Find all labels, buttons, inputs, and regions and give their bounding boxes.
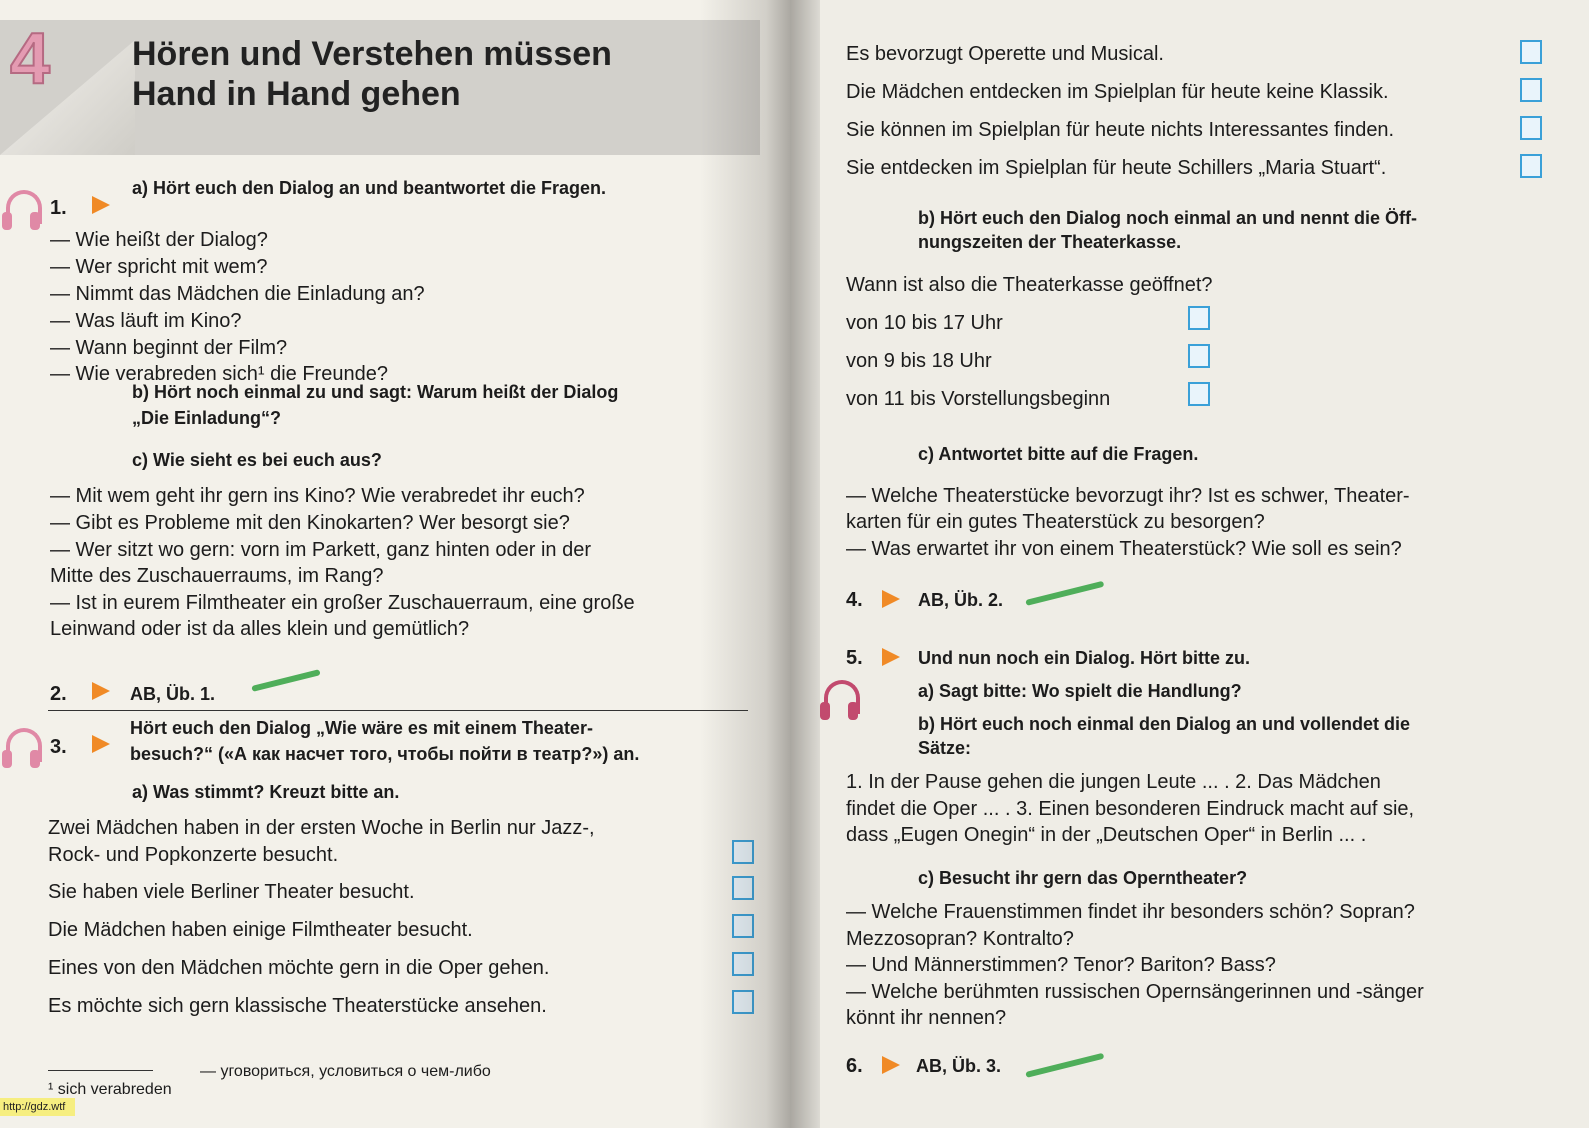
answer-checkbox[interactable]	[1188, 344, 1210, 368]
ex3-statement: Sie haben viele Berliner Theater besucht.	[48, 881, 415, 903]
ex3-instruction-line2: besuch?“ («А как насчет того, чтобы пойти в театр?») an.	[130, 744, 640, 764]
ex3-statement: Es möchte sich gern klassische Theaterstücke ansehen.	[48, 995, 547, 1017]
answer-checkbox[interactable]	[732, 840, 754, 864]
footnote-translation: — уговориться, условиться о чем-либо	[200, 1063, 491, 1080]
flag-icon	[92, 735, 110, 753]
ex1-question: — Wann beginnt der Film?	[50, 337, 288, 359]
left-page	[0, 0, 790, 1128]
ex3-statement: Es bevorzugt Operette und Musical.	[846, 43, 1164, 65]
answer-checkbox[interactable]	[1188, 306, 1210, 330]
exercise-3-number: 3.	[50, 736, 67, 758]
ex1-question: — Wie verabreden sich¹ die Freunde?	[50, 363, 388, 385]
flag-icon	[92, 196, 110, 214]
ex1-c-line: Mitte des Zuschauerraums, im Rang?	[50, 565, 384, 587]
ex5-c-line: — Welche berühmten russischen Opernsängerinnen und -sänger	[846, 981, 1424, 1003]
ex1-c-line: — Ist in eurem Filmtheater ein großer Zuschauerraum, eine große	[50, 592, 635, 614]
headphones-icon	[2, 728, 40, 772]
chapter-title-line1: Hören und Verstehen müssen	[132, 35, 612, 73]
flag-icon	[882, 648, 900, 666]
ex3-instruction-line1: Hört euch den Dialog „Wie wäre es mit einem Theater-	[130, 718, 593, 738]
flag-icon	[92, 682, 110, 700]
ex1-b-label-line2: „Die Einladung“?	[132, 408, 282, 428]
ex5-c-label: c) Besucht ihr gern das Operntheater?	[918, 868, 1248, 888]
ex3-c-line: karten für ein gutes Theaterstück zu besorgen?	[846, 511, 1265, 533]
ex2-workbook-ref: AB, Üb. 1.	[130, 684, 216, 704]
ex3-statement: Die Mädchen haben einige Filmtheater besucht.	[48, 919, 473, 941]
option-label: von 10 bis 17 Uhr	[846, 312, 1003, 334]
ex3-c-label: c) Antwortet bitte auf die Fragen.	[918, 444, 1199, 464]
pen-icon	[1025, 581, 1104, 606]
exercise-6-number: 6.	[846, 1055, 863, 1077]
exercise-4-number: 4.	[846, 589, 863, 611]
ex1-c-line: — Gibt es Probleme mit den Kinokarten? Wer besorgt sie?	[50, 512, 570, 534]
ex1-question: — Nimmt das Mädchen die Einladung an?	[50, 283, 425, 305]
answer-checkbox[interactable]	[732, 876, 754, 900]
answer-checkbox[interactable]	[1520, 40, 1542, 64]
ex5-instruction: Und nun noch ein Dialog. Hört bitte zu.	[918, 648, 1250, 668]
ex1-b-label-line1: b) Hört noch einmal zu und sagt: Warum heißt der Dialog	[132, 382, 619, 402]
ex3-statement: Die Mädchen entdecken im Spielplan für heute keine Klassik.	[846, 81, 1389, 103]
ex3-question: Wann ist also die Theaterkasse geöffnet?	[846, 274, 1213, 296]
ex3-statement: Sie entdecken im Spielplan für heute Schillers „Maria Stuart“.	[846, 157, 1387, 179]
headphones-icon	[820, 680, 858, 724]
ex1-question: — Wer spricht mit wem?	[50, 256, 268, 278]
ex1-question: — Wie heißt der Dialog?	[50, 229, 268, 251]
answer-checkbox[interactable]	[732, 990, 754, 1014]
ex1-c-line: Leinwand oder ist da alles klein und gemütlich?	[50, 618, 470, 640]
ex5-sentence: dass „Eugen Onegin“ in der „Deutschen Oper“ in Berlin ... .	[846, 824, 1367, 846]
chapter-title-line2: Hand in Hand gehen	[132, 75, 461, 113]
ex4-workbook-ref: AB, Üb. 2.	[918, 590, 1004, 610]
ex3-b-label-line1: b) Hört euch den Dialog noch einmal an und nennt die Öff-	[918, 208, 1417, 228]
ex1-c-line: — Wer sitzt wo gern: vorn im Parkett, ganz hinten oder in der	[50, 539, 591, 561]
divider	[48, 710, 748, 711]
flag-icon	[882, 1056, 900, 1074]
ex6-workbook-ref: AB, Üb. 3.	[916, 1056, 1002, 1076]
exercise-2-number: 2.	[50, 683, 67, 705]
ex3-c-line: — Welche Theaterstücke bevorzugt ihr? Ist es schwer, Theater-	[846, 485, 1410, 507]
exercise-1-number: 1.	[50, 197, 67, 219]
ex5-c-line: könnt ihr nennen?	[846, 1007, 1007, 1029]
ex5-b-label-line2: Sätze:	[918, 738, 972, 758]
chapter-number: 4	[10, 19, 51, 99]
ex5-c-line: — Welche Frauenstimmen findet ihr besonders schön? Sopran?	[846, 901, 1415, 923]
answer-checkbox[interactable]	[1520, 154, 1542, 178]
answer-checkbox[interactable]	[732, 914, 754, 938]
ex3-a-label: a) Was stimmt? Kreuzt bitte an.	[132, 782, 400, 802]
ex3-statement: Sie können im Spielplan für heute nichts Interessantes finden.	[846, 119, 1395, 141]
footnote-term: ¹ sich verabreden	[48, 1081, 172, 1098]
ex1-a-label: a) Hört euch den Dialog an und beantwortet die Fragen.	[132, 178, 607, 198]
option-label: von 9 bis 18 Uhr	[846, 350, 992, 372]
watermark-link[interactable]: http://gdz.wtf	[0, 1098, 75, 1116]
headphones-icon	[2, 190, 40, 234]
pen-icon	[251, 669, 320, 692]
answer-checkbox[interactable]	[1188, 382, 1210, 406]
option-label: von 11 bis Vorstellungsbeginn	[846, 388, 1111, 410]
ex5-c-line: Mezzosopran? Kontralto?	[846, 928, 1074, 950]
ex3-statement: Rock- und Popkonzerte besucht.	[48, 844, 339, 866]
ex5-sentence: findet die Oper ... . 3. Einen besonderen Eindruck macht auf sie,	[846, 798, 1415, 820]
ex5-sentence: 1. In der Pause gehen die jungen Leute ... . 2. Das Mädchen	[846, 771, 1381, 793]
ex3-b-label-line2: nungszeiten der Theaterkasse.	[918, 232, 1182, 252]
ex5-a-label: a) Sagt bitte: Wo spielt die Handlung?	[918, 681, 1242, 701]
ex1-question: — Was läuft im Kino?	[50, 310, 242, 332]
answer-checkbox[interactable]	[1520, 78, 1542, 102]
flag-icon	[882, 590, 900, 608]
ex3-statement: Eines von den Mädchen möchte gern in die Oper gehen.	[48, 957, 550, 979]
answer-checkbox[interactable]	[1520, 116, 1542, 140]
answer-checkbox[interactable]	[732, 952, 754, 976]
ex3-c-line: — Was erwartet ihr von einem Theaterstück? Wie soll es sein?	[846, 538, 1402, 560]
ex5-c-line: — Und Männerstimmen? Tenor? Bariton? Bass?	[846, 954, 1276, 976]
right-page	[790, 0, 1589, 1128]
ex5-b-label-line1: b) Hört euch noch einmal den Dialog an und vollendet die	[918, 714, 1411, 734]
ex1-c-line: — Mit wem geht ihr gern ins Kino? Wie verabredet ihr euch?	[50, 485, 585, 507]
exercise-5-number: 5.	[846, 647, 863, 669]
footnote-rule	[48, 1070, 153, 1071]
ex1-c-label: c) Wie sieht es bei euch aus?	[132, 450, 382, 470]
ex3-statement: Zwei Mädchen haben in der ersten Woche in Berlin nur Jazz-,	[48, 817, 595, 839]
pen-icon	[1025, 1053, 1104, 1078]
